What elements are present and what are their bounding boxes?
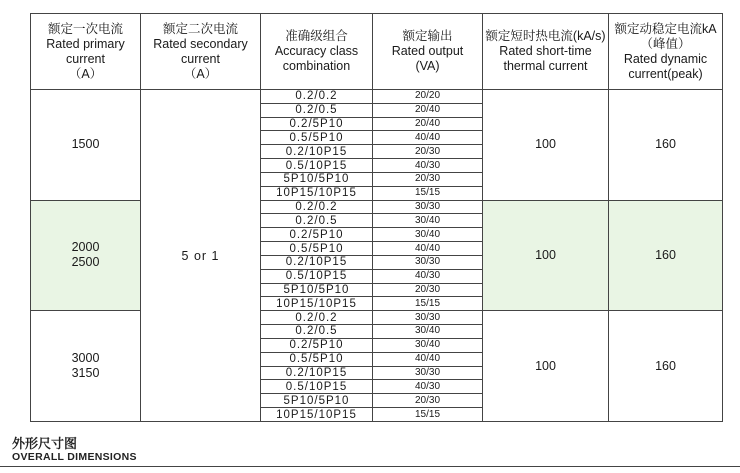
rated-output-cell: 20/30	[373, 172, 483, 186]
rated-output-cell: 30/40	[373, 214, 483, 228]
secondary-current-cell: 5 or 1	[141, 90, 261, 422]
header-zh: 额定动稳定电流kA（峰值）	[614, 21, 717, 51]
accuracy-class-cell: 5P10/5P10	[261, 283, 373, 297]
header-accuracy-class	[261, 14, 373, 90]
header-en: Rated primary current	[46, 36, 125, 66]
primary-current-cell	[31, 200, 141, 311]
rated-output-cell: 20/30	[373, 145, 483, 159]
dynamic-current-cell: 160	[609, 200, 723, 311]
thermal-current-cell: 100	[483, 200, 609, 311]
accuracy-class-cell: 0.5/5P10	[261, 242, 373, 256]
rated-output-cell: 20/30	[373, 283, 483, 297]
accuracy-class-cell: 0.5/10P15	[261, 380, 373, 394]
accuracy-class-cell: 0.2/0.5	[261, 325, 373, 339]
rated-output-cell: 40/30	[373, 159, 483, 173]
header-en: Rated secondary current	[153, 36, 248, 66]
accuracy-class-cell: 0.2/5P10	[261, 228, 373, 242]
accuracy-class-cell: 0.5/5P10	[261, 131, 373, 145]
header-unit: （A）	[68, 66, 103, 81]
accuracy-class-cell: 0.2/0.2	[261, 311, 373, 325]
header-primary-current	[31, 14, 141, 90]
primary-current-value: 2000	[71, 240, 100, 255]
rated-output-cell: 20/40	[373, 117, 483, 131]
table-row	[31, 200, 723, 214]
header-dynamic-current	[609, 14, 723, 90]
primary-current-value: 2500	[71, 255, 100, 270]
header-en: Accuracy class combination	[274, 44, 359, 73]
header-zh: 额定二次电流	[162, 21, 238, 36]
accuracy-class-cell: 0.2/0.2	[261, 90, 373, 104]
header-unit: （A）	[183, 66, 218, 81]
accuracy-class-cell: 0.5/10P15	[261, 269, 373, 283]
header-thermal-current	[483, 14, 609, 90]
rated-output-cell: 20/30	[373, 394, 483, 408]
accuracy-class-cell: 0.2/5P10	[261, 117, 373, 131]
rated-output-cell: 30/40	[373, 338, 483, 352]
accuracy-class-cell: 0.2/0.5	[261, 214, 373, 228]
accuracy-class-cell: 0.2/10P15	[261, 255, 373, 269]
accuracy-class-cell: 10P15/10P15	[261, 297, 373, 311]
table-row	[31, 311, 723, 325]
dynamic-current-cell: 160	[609, 90, 723, 201]
section-heading	[12, 436, 137, 464]
rated-output-cell: 15/15	[373, 297, 483, 311]
section-heading-zh: 外形尺寸图	[12, 436, 78, 451]
header-en: Rated dynamic current(peak)	[623, 51, 708, 81]
primary-current-cell	[31, 311, 141, 422]
header-zh: 额定短时热电流(kA/s)	[485, 29, 606, 43]
accuracy-class-cell: 5P10/5P10	[261, 172, 373, 186]
header-zh: 准确级组合	[285, 29, 348, 43]
rated-output-cell: 30/30	[373, 311, 483, 325]
table-body	[31, 90, 723, 422]
accuracy-class-cell: 0.5/10P15	[261, 159, 373, 173]
rated-output-cell: 30/40	[373, 228, 483, 242]
rated-output-cell: 15/15	[373, 408, 483, 422]
accuracy-class-cell: 10P15/10P15	[261, 186, 373, 200]
rated-output-cell: 30/30	[373, 200, 483, 214]
rated-output-cell: 30/40	[373, 325, 483, 339]
rated-output-cell: 40/40	[373, 242, 483, 256]
primary-current-value: 3000	[71, 351, 100, 366]
header-secondary-current	[141, 14, 261, 90]
table-row	[31, 90, 723, 104]
ratings-table	[30, 13, 723, 422]
rated-output-cell: 30/30	[373, 366, 483, 380]
header-unit: (VA)	[415, 59, 440, 73]
thermal-current-cell: 100	[483, 311, 609, 422]
divider	[0, 466, 740, 467]
dynamic-current-cell: 160	[609, 311, 723, 422]
accuracy-class-cell: 0.2/0.2	[261, 200, 373, 214]
rated-output-cell: 40/40	[373, 131, 483, 145]
rated-output-cell: 15/15	[373, 186, 483, 200]
accuracy-class-cell: 0.5/5P10	[261, 352, 373, 366]
section-heading-en: OVERALL DIMENSIONS	[12, 451, 137, 463]
thermal-current-cell: 100	[483, 90, 609, 201]
header-zh: 额定一次电流	[47, 21, 123, 36]
header-en: Rated short-time thermal current	[499, 44, 592, 73]
header-en: Rated output	[391, 44, 464, 58]
accuracy-class-cell: 0.2/5P10	[261, 338, 373, 352]
accuracy-class-cell: 10P15/10P15	[261, 408, 373, 422]
primary-current-value: 1500	[71, 137, 100, 152]
rated-output-cell: 30/30	[373, 255, 483, 269]
rated-output-cell: 40/40	[373, 352, 483, 366]
rated-output-cell: 40/30	[373, 269, 483, 283]
rated-output-cell: 20/40	[373, 103, 483, 117]
header-zh: 额定输出	[402, 29, 453, 43]
accuracy-class-cell: 0.2/0.5	[261, 103, 373, 117]
accuracy-class-cell: 0.2/10P15	[261, 145, 373, 159]
header-rated-output	[373, 14, 483, 90]
rated-output-cell: 20/20	[373, 90, 483, 104]
accuracy-class-cell: 0.2/10P15	[261, 366, 373, 380]
primary-current-cell	[31, 90, 141, 201]
accuracy-class-cell: 5P10/5P10	[261, 394, 373, 408]
header-row	[31, 14, 723, 90]
rated-output-cell: 40/30	[373, 380, 483, 394]
primary-current-value: 3150	[71, 366, 100, 381]
